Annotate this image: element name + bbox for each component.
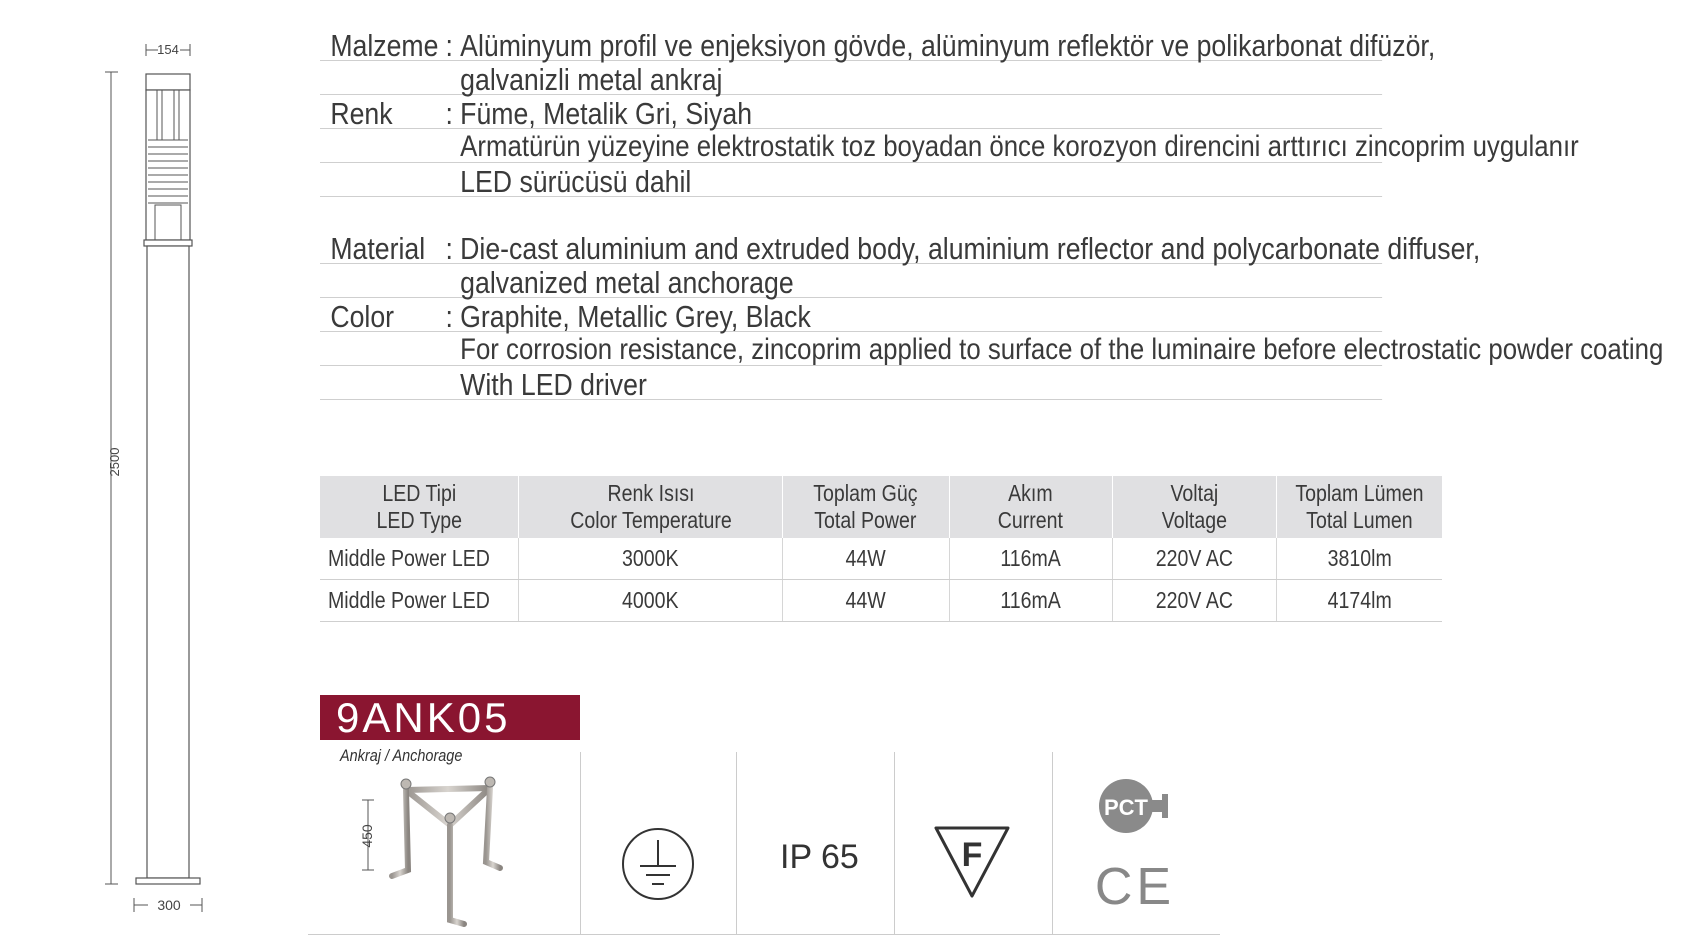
- spec-row: [320, 229, 1481, 266]
- cell-led-type: Middle Power LED: [320, 538, 519, 580]
- anchorage-label: Ankraj / Anchorage: [340, 746, 463, 765]
- spec-row: [320, 94, 1382, 129]
- cell-color-temperature: 4000K: [519, 580, 782, 622]
- spec-label: Material: [330, 231, 426, 266]
- spec-value: With LED driver: [460, 367, 647, 402]
- pct-mark-icon: [1098, 778, 1172, 834]
- spec-label: Malzeme: [330, 28, 439, 63]
- spec-row: [320, 331, 1664, 366]
- spec-row: [320, 128, 1579, 163]
- anchorage-icon: [340, 770, 560, 930]
- cell-total-power: 44W: [782, 538, 949, 580]
- dim-top-width: 154: [157, 42, 179, 57]
- bottom-rule: [308, 934, 1220, 935]
- pct-mark-text: PCT: [1104, 795, 1148, 820]
- cell-current: 116mA: [949, 580, 1112, 622]
- product-code-badge: 9ANK05: [320, 695, 580, 740]
- ce-mark-icon: [1094, 858, 1176, 916]
- dim-height: 2500: [107, 447, 122, 477]
- cell-led-type: Middle Power LED: [320, 580, 519, 622]
- spec-colon: :: [445, 28, 453, 63]
- dim-anchorage-height: 450: [359, 824, 375, 848]
- header-color-temperature: Renk Isısı Color Temperature: [519, 476, 782, 538]
- spec-row: [320, 365, 1382, 400]
- spec-value: galvanized metal anchorage: [460, 265, 794, 300]
- spec-colon: :: [445, 96, 453, 131]
- dim-base-width: 300: [157, 897, 181, 913]
- spec-row: [320, 263, 1382, 298]
- cell-current: 116mA: [949, 538, 1112, 580]
- bollard-drawing: [0, 0, 300, 952]
- divider: [894, 752, 895, 934]
- spec-value: Alüminyum profil ve enjeksiyon gövde, alüminyum reflektör ve polikarbonat difüzör,: [460, 28, 1436, 63]
- spec-row: [320, 162, 1382, 197]
- spec-value: For corrosion resistance, zincoprim applied to surface of the luminaire before electrostatic powder coating: [460, 333, 1664, 366]
- spec-value: Füme, Metalik Gri, Siyah: [460, 96, 753, 131]
- table-row: [320, 538, 1442, 580]
- spec-value: galvanizli metal ankraj: [460, 62, 723, 97]
- f-mark-icon: [932, 822, 1012, 902]
- header-voltage: Voltaj Voltage: [1112, 476, 1276, 538]
- spec-value: LED sürücüsü dahil: [460, 164, 692, 199]
- header-current: Akım Current: [949, 476, 1112, 538]
- cell-voltage: 220V AC: [1112, 580, 1276, 622]
- ground-symbol-icon: [620, 826, 696, 902]
- technical-data-table: [320, 476, 1442, 622]
- cell-total-lumen: 3810lm: [1276, 538, 1442, 580]
- spec-value: Armatürün yüzeyine elektrostatik toz boyadan önce korozyon direncini arttırıcı zincoprim uygulanır: [460, 130, 1579, 163]
- spec-colon: :: [445, 299, 453, 334]
- header-led-type: LED Tipi LED Type: [320, 476, 519, 538]
- header-total-lumen: Toplam Lümen Total Lumen: [1276, 476, 1442, 538]
- spec-row: [320, 297, 1382, 332]
- divider: [1052, 752, 1053, 934]
- spec-colon: :: [445, 231, 453, 266]
- divider: [736, 752, 737, 934]
- divider: [580, 752, 581, 934]
- table-row: [320, 580, 1442, 622]
- table-header-row: [320, 476, 1442, 538]
- spec-row: [320, 60, 1382, 95]
- f-mark-letter: F: [961, 836, 983, 874]
- spec-value: Graphite, Metallic Grey, Black: [460, 299, 811, 334]
- spec-label: Renk: [330, 96, 393, 131]
- cell-voltage: 220V AC: [1112, 538, 1276, 580]
- ce-mark-text: CE: [1094, 858, 1176, 916]
- cell-total-power: 44W: [782, 580, 949, 622]
- spec-row: [320, 26, 1436, 63]
- header-total-power: Toplam Güç Total Power: [782, 476, 949, 538]
- spec-value: Die-cast aluminium and extruded body, aluminium reflector and polycarbonate diffuser,: [460, 231, 1481, 266]
- cell-total-lumen: 4174lm: [1276, 580, 1442, 622]
- ip-rating: IP 65: [780, 838, 859, 876]
- cell-color-temperature: 3000K: [519, 538, 782, 580]
- spec-label: Color: [330, 299, 395, 334]
